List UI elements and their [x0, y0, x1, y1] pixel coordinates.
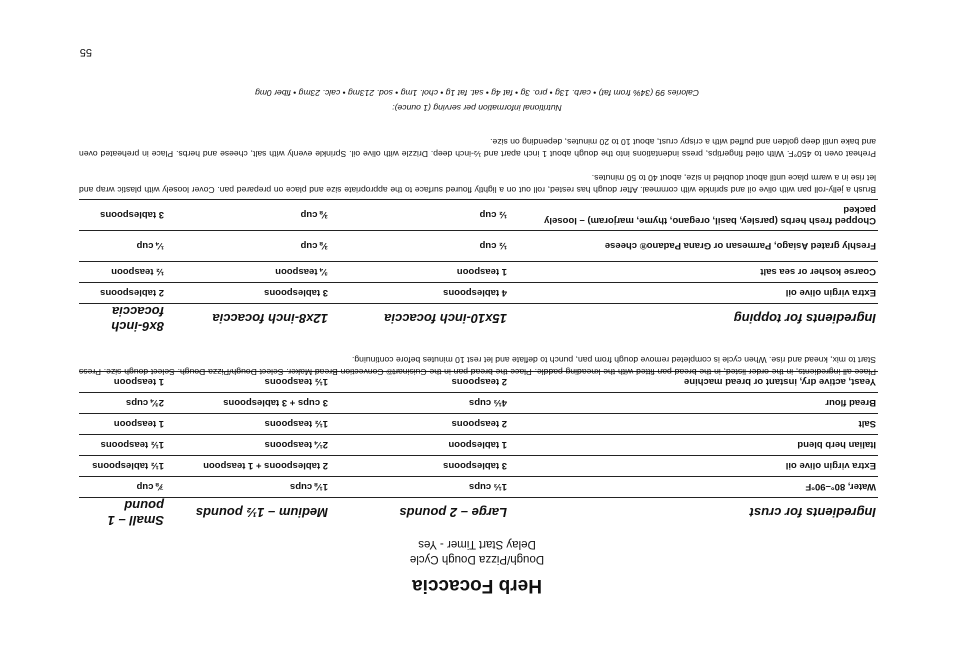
amount-cell: 1⅓ cups — [468, 481, 507, 493]
crust-header-ingredient: Ingredients for crust — [749, 505, 876, 521]
nutrition-heading: Nutritional information per serving (1 ounce): — [392, 103, 562, 113]
ingredient-cell: Italian herb blend — [797, 439, 876, 451]
ingredient-cell: Yeast, active dry, instant or bread machine — [683, 376, 876, 388]
ingredient-cell: Extra virgin olive oil — [785, 287, 876, 299]
table-row — [79, 477, 878, 498]
topping-header-large: 15x10-inch focaccia — [384, 311, 507, 327]
amount-cell: 1½ teaspoons — [264, 376, 328, 388]
crust-table-header — [79, 498, 878, 529]
amount-cell: ¾ teaspoon — [275, 266, 328, 278]
ingredient-cell: Salt — [858, 418, 876, 430]
amount-cell: 2¾ cups — [125, 397, 164, 409]
amount-cell: 1½ teaspoons — [264, 418, 328, 430]
table-row — [79, 435, 878, 456]
amount-cell: ⅞ cup — [136, 481, 164, 493]
table-row — [79, 231, 878, 262]
amount-cell: 1 teaspoon — [113, 418, 164, 430]
amount-cell: 2 teaspoons — [451, 376, 507, 388]
amount-cell: 1½ tablespoons — [92, 460, 164, 472]
amount-cell: 1 teaspoon — [113, 376, 164, 388]
amount-cell: ¼ cup — [136, 240, 164, 252]
ingredient-cell: Water, 80°–90°F — [805, 481, 876, 493]
topping-header-small: 8x6-inch focaccia — [111, 304, 164, 334]
nutrition-info: Calories 99 (34% from fat) • carb. 13g • pro. 3g • fat 4g • sat. fat 1g • chol. 1mg • sod. 213mg • calc. 23mg • fiber 0mg — [255, 88, 699, 98]
table-row — [79, 393, 878, 414]
topping-table — [79, 199, 878, 334]
crust-header-large: Large – 2 pounds — [399, 505, 507, 521]
amount-cell: 3 tablespoons — [100, 209, 164, 221]
table-row — [79, 414, 878, 435]
topping-table-header — [79, 304, 878, 335]
amount-cell: 2 tablespoons — [100, 287, 164, 299]
method-paragraph-1: Brush a jelly-roll pan with olive oil and sprinkle with cornmeal. After dough has rested, roll out on a lightly floured surface to the appropriate size and place on prepared pan. Cover loosely with plastic wrap and let rise in a warm place until about doubled in size, about 40 to 50 minutes. — [79, 173, 876, 195]
amount-cell: 3 tablespoons — [443, 460, 507, 472]
amount-cell: 4⅓ cups — [468, 397, 507, 409]
delay-line: Delay Start Timer - Yes — [418, 538, 536, 550]
ingredient-cell: Extra virgin olive oil — [785, 460, 876, 472]
instructions-paragraph: Place all ingredients, in the order listed, in the bread pan fitted with the kneading paddle. Place the bread pan in the Cuisinart® Convection Bread Maker. Select Dough/Pizza Dough. Select dough size. Press Start to mix, knead and rise. When cycle is completed remove dough from pan, punch to deflate and let rest 10 minutes before continuing. — [79, 355, 876, 377]
ingredient-cell: Chopped fresh herbs (parsley, basil, oregano, thyme, marjoram) – loosely packed — [544, 204, 876, 226]
method-paragraph-2: Preheat oven to 450°F. With oiled fingertips, press indentations into the dough about 1 inch apart and ½-inch deep. Drizzle with olive oil. Sprinkle evenly with salt, cheese and herbs. Place in preheated oven and bake until deep golden and puffed with a crispy crust, about 10 to 20 minutes, depending on size. — [79, 137, 876, 159]
recipe-title: Herb Focaccia — [412, 575, 542, 596]
amount-cell: 1 tablespoon — [448, 439, 507, 451]
amount-cell: 3 cups + 3 tablespoons — [223, 397, 328, 409]
crust-table — [79, 371, 878, 528]
amount-cell: 2 tablespoons + 1 teaspoon — [203, 460, 328, 472]
amount-cell: ½ cup — [479, 240, 507, 252]
table-row — [79, 456, 878, 477]
amount-cell: 2¼ teaspoons — [264, 439, 328, 451]
topping-header-ingredient: Ingredients for topping — [733, 311, 876, 327]
ingredient-cell: Freshly grated Asiago, Parmesan or Grana Padano® cheese — [604, 240, 876, 252]
amount-cell: 1 teaspoon — [456, 266, 507, 278]
table-row — [79, 262, 878, 283]
ingredient-cell: Bread flour — [825, 397, 876, 409]
amount-cell: ⅜ cup — [300, 209, 328, 221]
amount-cell: 1½ teaspoons — [100, 439, 164, 451]
ingredient-cell: Coarse kosher or sea salt — [760, 266, 876, 278]
table-row — [79, 200, 878, 231]
amount-cell: ⅜ cup — [300, 240, 328, 252]
crust-header-small: Small – 1 pound — [107, 498, 164, 528]
amount-cell: 2 teaspoons — [451, 418, 507, 430]
amount-cell: 1⅛ cups — [289, 481, 328, 493]
cycle-line: Dough/Pizza Dough Cycle — [409, 553, 545, 565]
amount-cell: ½ cup — [479, 209, 507, 221]
topping-header-medium: 12x8-inch focaccia — [212, 311, 328, 327]
table-row — [79, 283, 878, 304]
page-number: 55 — [79, 46, 92, 58]
amount-cell: 3 tablespoons — [264, 287, 328, 299]
crust-header-medium: Medium – 1½ pounds — [195, 505, 328, 521]
amount-cell: 4 tablespoons — [443, 287, 507, 299]
amount-cell: ½ teaspoon — [111, 266, 164, 278]
